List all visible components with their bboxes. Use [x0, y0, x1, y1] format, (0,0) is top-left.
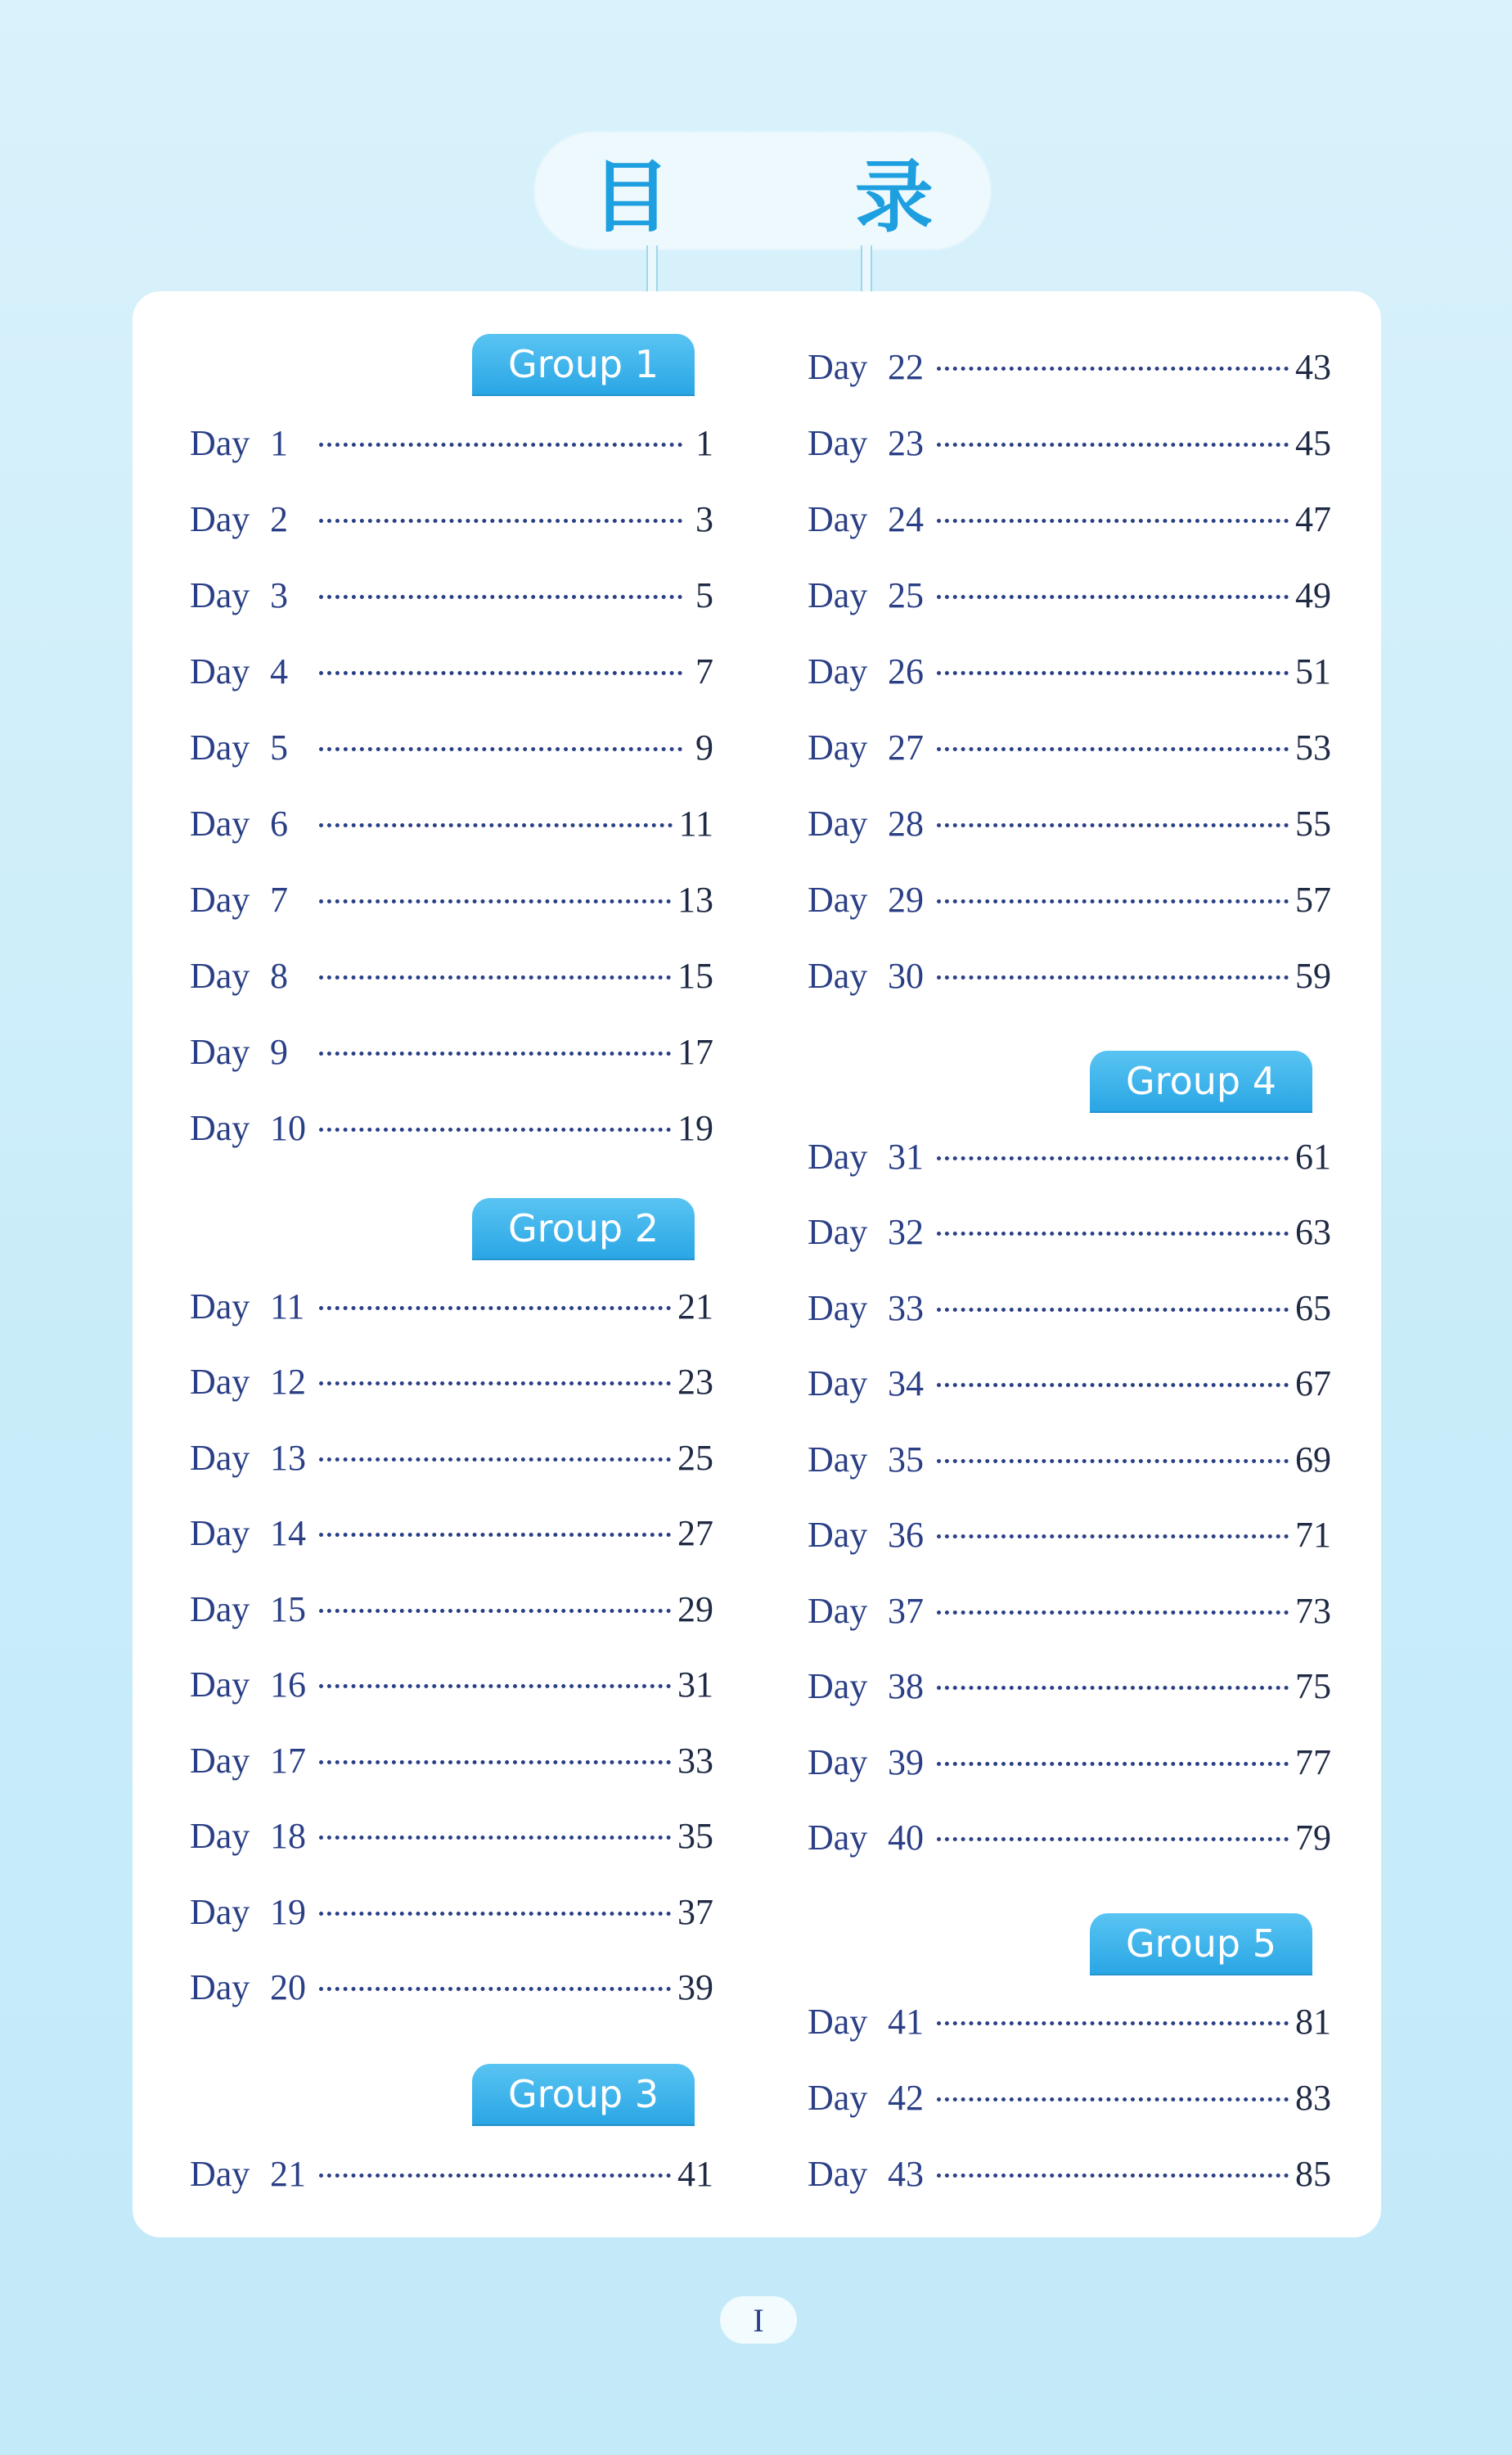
toc-entry-page-number: 65 — [1295, 1287, 1331, 1328]
toc-entry[interactable] — [190, 1027, 713, 1076]
dot-leader — [319, 1609, 671, 1613]
title-connector-left — [646, 246, 658, 296]
toc-entry-page-number: 15 — [677, 955, 713, 996]
toc-entry-label: Day — [808, 727, 868, 768]
dot-leader — [937, 1308, 1289, 1312]
toc-entry[interactable] — [808, 1511, 1331, 1560]
dot-leader — [937, 2021, 1289, 2025]
toc-entry-label: Day — [808, 1363, 868, 1403]
toc-entry-page-number: 9 — [695, 727, 713, 768]
toc-entry-page-number: 1 — [695, 422, 713, 463]
toc-entry-label: Day — [808, 1818, 868, 1858]
toc-entry-page-number: 81 — [1295, 2001, 1331, 2042]
toc-entry[interactable] — [808, 2073, 1331, 2122]
page-title: 目 录 — [592, 151, 1012, 243]
toc-entry-page-number: 27 — [677, 1513, 713, 1553]
toc-entry[interactable] — [808, 723, 1331, 772]
toc-entry-page-number: 73 — [1295, 1590, 1331, 1631]
toc-entry-day-number: 39 — [888, 1741, 924, 1782]
dot-leader — [319, 975, 671, 980]
toc-entry[interactable] — [808, 570, 1331, 619]
toc-entry-label: Day — [190, 879, 250, 920]
toc-entry-day-number: 32 — [888, 1212, 924, 1252]
dot-leader — [937, 1232, 1289, 1236]
toc-entry-day-number: 21 — [270, 2153, 306, 2194]
toc-entry[interactable] — [808, 1359, 1331, 1408]
dot-leader — [937, 595, 1289, 599]
title-connector-right — [861, 246, 872, 296]
toc-entry[interactable] — [190, 1358, 713, 1407]
toc-entry-label: Day — [808, 422, 868, 463]
toc-entry-label: Day — [190, 1286, 250, 1327]
dot-leader — [319, 443, 682, 447]
dot-leader — [319, 1533, 671, 1537]
toc-entry-day-number: 15 — [270, 1588, 306, 1629]
toc-entry-label: Day — [808, 1741, 868, 1782]
dot-leader — [319, 1052, 671, 1056]
toc-entry[interactable] — [190, 494, 713, 543]
toc-entry-day-number: 33 — [888, 1287, 924, 1328]
dot-leader — [319, 1836, 671, 1840]
toc-entry-page-number: 13 — [677, 879, 713, 920]
dot-leader — [937, 1534, 1289, 1538]
toc-entry-page-number: 59 — [1295, 955, 1331, 996]
toc-entry-day-number: 37 — [888, 1590, 924, 1631]
toc-entry-label: Day — [808, 2001, 868, 2042]
toc-entry[interactable] — [808, 1586, 1331, 1635]
toc-entry-page-number: 31 — [677, 1664, 713, 1705]
toc-entry-day-number: 38 — [888, 1666, 924, 1706]
toc-entry-label: Day — [808, 879, 868, 920]
toc-entry-day-number: 5 — [270, 727, 288, 768]
group-heading-5[interactable]: Group 5 — [1090, 1913, 1312, 1974]
toc-entry-label: Day — [808, 1666, 868, 1706]
toc-entry-label: Day — [808, 2153, 868, 2194]
toc-entry-day-number: 29 — [888, 879, 924, 920]
toc-entry-label: Day — [808, 1136, 868, 1177]
toc-entry[interactable] — [190, 1660, 713, 1709]
dot-leader — [319, 823, 673, 827]
toc-entry[interactable] — [190, 1812, 713, 1861]
toc-entry-page-number: 71 — [1295, 1515, 1331, 1555]
toc-entry[interactable] — [190, 1433, 713, 1482]
dot-leader — [937, 1762, 1289, 1766]
toc-entry-page-number: 33 — [677, 1740, 713, 1781]
toc-entry-day-number: 16 — [270, 1664, 306, 1705]
group-heading-2[interactable]: Group 2 — [472, 1198, 695, 1259]
toc-entry[interactable] — [808, 875, 1331, 924]
toc-entry-page-number: 11 — [678, 803, 713, 844]
toc-entry-page-number: 43 — [1295, 346, 1331, 387]
toc-entry-page-number: 7 — [695, 651, 713, 691]
toc-entry-label: Day — [808, 955, 868, 996]
toc-entry[interactable] — [808, 1737, 1331, 1786]
toc-entry-label: Day — [808, 574, 868, 615]
toc-entry-day-number: 31 — [888, 1136, 924, 1177]
dot-leader — [319, 1381, 671, 1385]
toc-entry-label: Day — [190, 1588, 250, 1629]
dot-leader — [937, 1383, 1289, 1387]
toc-entry-day-number: 19 — [270, 1891, 306, 1932]
toc-entry-label: Day — [808, 1439, 868, 1480]
toc-entry-label: Day — [190, 574, 250, 615]
toc-entry-day-number: 25 — [888, 574, 924, 615]
toc-entry-day-number: 8 — [270, 955, 288, 996]
toc-entry-label: Day — [190, 1967, 250, 2007]
toc-entry[interactable] — [808, 342, 1331, 391]
toc-entry[interactable] — [190, 2149, 713, 2198]
toc-entry-day-number: 24 — [888, 498, 924, 539]
toc-entry[interactable] — [808, 951, 1331, 1000]
toc-entry-label: Day — [190, 1107, 250, 1148]
toc-entry-page-number: 25 — [677, 1437, 713, 1478]
toc-entry-label: Day — [808, 2077, 868, 2118]
toc-entry-label: Day — [190, 1513, 250, 1553]
dot-leader — [937, 747, 1289, 751]
toc-entry[interactable] — [808, 418, 1331, 467]
dot-leader — [319, 1912, 671, 1916]
group-heading-1[interactable]: Group 1 — [472, 334, 695, 394]
toc-entry-day-number: 28 — [888, 803, 924, 844]
toc-entry-page-number: 83 — [1295, 2077, 1331, 2118]
toc-entry[interactable] — [808, 1208, 1331, 1257]
toc-entry[interactable] — [190, 1509, 713, 1558]
dot-leader — [937, 1837, 1289, 1841]
group-heading-4[interactable]: Group 4 — [1090, 1051, 1312, 1111]
toc-entry-day-number: 10 — [270, 1107, 306, 1148]
toc-entry-page-number: 17 — [677, 1031, 713, 1072]
toc-entry-day-number: 7 — [270, 879, 288, 920]
toc-entry-page-number: 23 — [677, 1362, 713, 1402]
dot-leader — [319, 1760, 671, 1764]
toc-entry[interactable] — [808, 1997, 1331, 2046]
toc-entry-day-number: 40 — [888, 1818, 924, 1858]
toc-entry-day-number: 12 — [270, 1362, 306, 1402]
dot-leader — [319, 1684, 671, 1688]
toc-entry-page-number: 63 — [1295, 1212, 1331, 1252]
toc-entry[interactable] — [808, 799, 1331, 848]
toc-entry-day-number: 35 — [888, 1439, 924, 1480]
page-number: I — [720, 2296, 797, 2344]
dot-leader — [937, 975, 1289, 980]
toc-entry[interactable] — [808, 1662, 1331, 1711]
dot-leader — [319, 1457, 671, 1462]
dot-leader — [937, 367, 1289, 371]
toc-entry[interactable] — [190, 1103, 713, 1152]
page-title-badge — [533, 131, 1012, 250]
dot-leader — [937, 2097, 1289, 2101]
toc-entry-label: Day — [190, 422, 250, 463]
dot-leader — [937, 2173, 1289, 2178]
toc-entry[interactable] — [808, 494, 1331, 543]
toc-entry-day-number: 1 — [270, 422, 288, 463]
toc-entry-day-number: 27 — [888, 727, 924, 768]
dot-leader — [937, 1686, 1289, 1690]
toc-entry-day-number: 20 — [270, 1967, 306, 2007]
toc-entry-day-number: 4 — [270, 651, 288, 691]
contents-card — [133, 291, 1381, 2237]
toc-entry-label: Day — [190, 651, 250, 691]
toc-entry-page-number: 35 — [677, 1816, 713, 1856]
toc-entry[interactable] — [190, 1963, 713, 2012]
toc-entry-label: Day — [808, 1212, 868, 1252]
dot-leader — [319, 1306, 671, 1310]
toc-entry-day-number: 22 — [888, 346, 924, 387]
toc-entry-page-number: 79 — [1295, 1818, 1331, 1858]
toc-entry-page-number: 19 — [677, 1107, 713, 1148]
toc-entry-page-number: 85 — [1295, 2153, 1331, 2194]
toc-entry-page-number: 53 — [1295, 727, 1331, 768]
toc-entry-label: Day — [808, 651, 868, 691]
toc-entry-day-number: 30 — [888, 955, 924, 996]
toc-entry-page-number: 21 — [677, 1286, 713, 1327]
toc-entry[interactable] — [190, 951, 713, 1000]
dot-leader — [319, 1987, 671, 1991]
toc-entry-label: Day — [808, 498, 868, 539]
dot-leader — [937, 671, 1289, 675]
toc-entry-label: Day — [190, 1437, 250, 1478]
toc-entry-page-number: 45 — [1295, 422, 1331, 463]
toc-entry-page-number: 75 — [1295, 1666, 1331, 1706]
toc-entry-page-number: 57 — [1295, 879, 1331, 920]
toc-entry-day-number: 6 — [270, 803, 288, 844]
toc-entry[interactable] — [808, 2149, 1331, 2198]
toc-entry-label: Day — [190, 2153, 250, 2194]
toc-entry-label: Day — [190, 1031, 250, 1072]
dot-leader — [937, 1459, 1289, 1463]
toc-entry[interactable] — [190, 1736, 713, 1785]
toc-entry-day-number: 13 — [270, 1437, 306, 1478]
toc-entry-label: Day — [190, 803, 250, 844]
toc-entry-page-number: 55 — [1295, 803, 1331, 844]
toc-entry[interactable] — [808, 1283, 1331, 1332]
toc-entry[interactable] — [190, 875, 713, 924]
toc-entry[interactable] — [190, 799, 713, 848]
toc-entry-label: Day — [190, 1891, 250, 1932]
toc-entry[interactable] — [190, 570, 713, 619]
dot-leader — [319, 519, 682, 523]
dot-leader — [937, 823, 1289, 827]
toc-entry-day-number: 14 — [270, 1513, 306, 1553]
dot-leader — [319, 671, 682, 675]
toc-entry-page-number: 49 — [1295, 574, 1331, 615]
toc-entry[interactable] — [190, 646, 713, 696]
toc-entry-page-number: 47 — [1295, 498, 1331, 539]
toc-entry-day-number: 23 — [888, 422, 924, 463]
toc-entry[interactable] — [808, 1132, 1331, 1181]
dot-leader — [319, 899, 671, 903]
toc-entry[interactable] — [190, 418, 713, 467]
toc-entry-day-number: 26 — [888, 651, 924, 691]
group-heading-3[interactable]: Group 3 — [472, 2064, 695, 2124]
toc-entry-page-number: 77 — [1295, 1741, 1331, 1782]
toc-entry-page-number: 37 — [677, 1891, 713, 1932]
toc-entry-page-number: 51 — [1295, 651, 1331, 691]
toc-entry-day-number: 3 — [270, 574, 288, 615]
toc-entry-day-number: 42 — [888, 2077, 924, 2118]
toc-entry[interactable] — [190, 723, 713, 772]
toc-entry-label: Day — [808, 803, 868, 844]
toc-entry-page-number: 61 — [1295, 1136, 1331, 1177]
toc-entry[interactable] — [808, 1813, 1331, 1863]
toc-entry-page-number: 3 — [695, 498, 713, 539]
dot-leader — [937, 1156, 1289, 1160]
toc-entry[interactable] — [190, 1282, 713, 1331]
toc-entry-page-number: 5 — [695, 574, 713, 615]
toc-entry-label: Day — [190, 1664, 250, 1705]
toc-entry-label: Day — [190, 1816, 250, 1856]
dot-leader — [937, 1610, 1289, 1615]
toc-entry-page-number: 39 — [677, 1967, 713, 2007]
toc-entry-label: Day — [190, 727, 250, 768]
dot-leader — [319, 595, 682, 599]
toc-entry-label: Day — [190, 1740, 250, 1781]
toc-entry[interactable] — [808, 1435, 1331, 1484]
toc-entry-day-number: 34 — [888, 1363, 924, 1403]
toc-entry-label: Day — [808, 346, 868, 387]
dot-leader — [319, 2173, 671, 2178]
toc-entry[interactable] — [808, 646, 1331, 696]
toc-entry-page-number: 41 — [677, 2153, 713, 2194]
toc-entry-label: Day — [190, 1362, 250, 1402]
toc-entry-day-number: 2 — [270, 498, 288, 539]
dot-leader — [937, 899, 1289, 903]
toc-entry-day-number: 11 — [270, 1286, 305, 1327]
toc-entry-day-number: 41 — [888, 2001, 924, 2042]
toc-entry-day-number: 17 — [270, 1740, 306, 1781]
toc-entry-page-number: 67 — [1295, 1363, 1331, 1403]
toc-entry-label: Day — [808, 1287, 868, 1328]
dot-leader — [319, 1128, 671, 1132]
toc-entry-day-number: 9 — [270, 1031, 288, 1072]
dot-leader — [937, 443, 1289, 447]
dot-leader — [937, 519, 1289, 523]
toc-entry-label: Day — [190, 955, 250, 996]
toc-entry-label: Day — [808, 1590, 868, 1631]
toc-entry-label: Day — [808, 1515, 868, 1555]
toc-entry-day-number: 36 — [888, 1515, 924, 1555]
toc-entry-page-number: 69 — [1295, 1439, 1331, 1480]
toc-entry-label: Day — [190, 498, 250, 539]
toc-entry[interactable] — [190, 1584, 713, 1633]
toc-entry-day-number: 43 — [888, 2153, 924, 2194]
toc-entry-day-number: 18 — [270, 1816, 306, 1856]
toc-entry[interactable] — [190, 1887, 713, 1936]
dot-leader — [319, 747, 682, 751]
toc-entry-page-number: 29 — [677, 1588, 713, 1629]
